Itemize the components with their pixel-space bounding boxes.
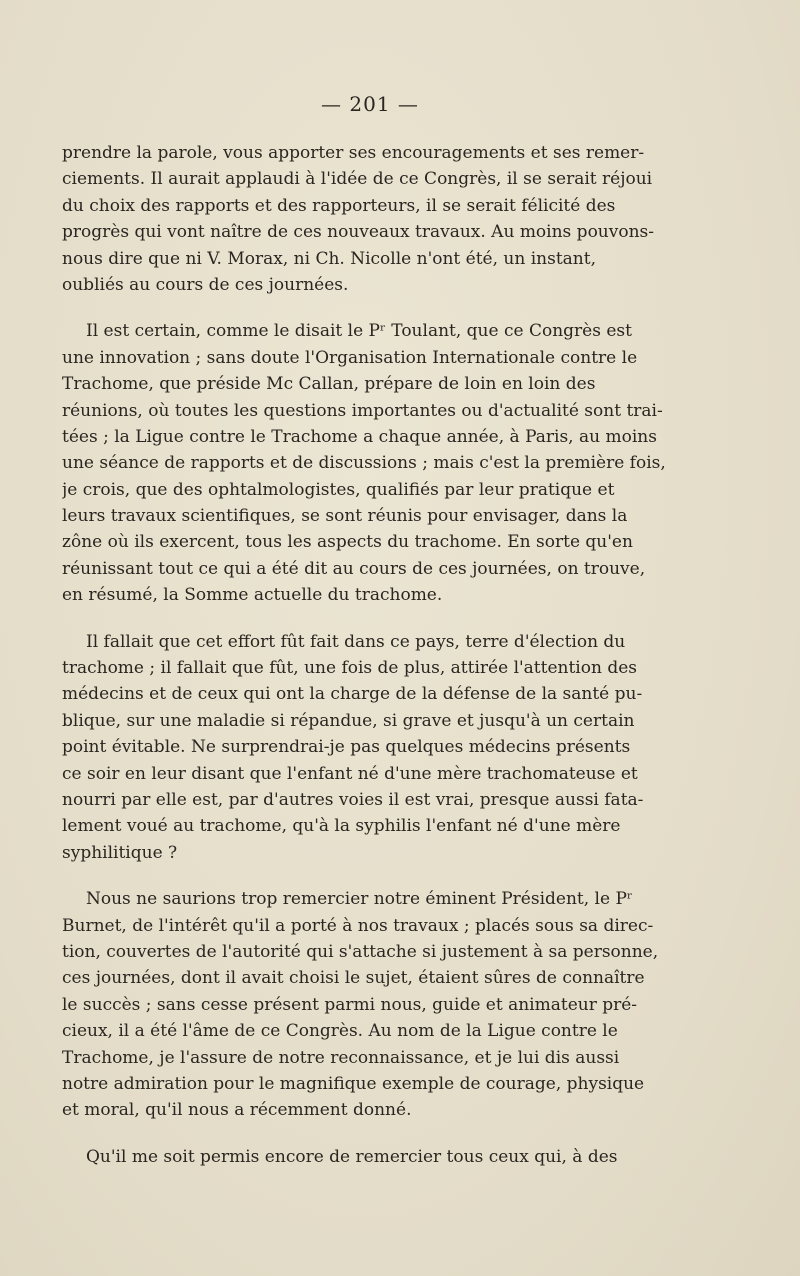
text-line: le succès ; sans cesse présent parmi nous, guide et animateur pré- — [62, 994, 638, 1015]
paragraph — [62, 629, 682, 867]
text-line: je crois, que des ophtalmologistes, qualifiés par leur pratique et — [62, 479, 615, 500]
text-line: ciements. Il aurait applaudi à l'idée de ce Congrès, il se serait réjoui — [62, 169, 653, 190]
text-line: Burnet, de l'intérêt qu'il a porté à nos travaux ; placés sous sa direc- — [62, 915, 654, 936]
text-line: en résumé, la Somme actuelle du trachome. — [62, 585, 443, 606]
text-line: ces journées, dont il avait choisi le sujet, étaient sûres de connaître — [62, 968, 645, 989]
text-line: ce soir en leur disant que l'enfant né d'une mère trachomateuse et — [62, 763, 638, 784]
text-line: prendre la parole, vous apporter ses encouragements et ses remer- — [62, 143, 645, 163]
text-line: trachome ; il fallait que fût, une fois de plus, attirée l'attention des — [62, 658, 638, 679]
text-line: syphilitique ? — [62, 842, 178, 863]
text-line: tion, couvertes de l'autorité qui s'attache si justement à sa personne, — [62, 941, 659, 962]
body-text — [62, 140, 682, 1190]
text-line: Nous ne saurions trop remercier notre éminent Président, le Pʳ — [86, 889, 633, 910]
text-line: Qu'il me soit permis encore de remercier tous ceux qui, à des — [86, 1146, 618, 1167]
text-line: nous dire que ni V. Morax, ni Ch. Nicolle n'ont été, un instant, — [62, 248, 596, 269]
text-line: réunions, où toutes les questions importantes ou d'actualité sont trai- — [62, 400, 663, 421]
text-line: leurs travaux scientifiques, se sont réunis pour envisager, dans la — [62, 506, 628, 527]
text-line: blique, sur une maladie si répandue, si grave et jusqu'à un certain — [62, 710, 635, 731]
paragraph — [62, 886, 682, 1124]
text-line: lement voué au trachome, qu'à la syphilis l'enfant né d'une mère — [62, 816, 621, 837]
text-line: et moral, qu'il nous a récemment donné. — [62, 1100, 412, 1121]
text-line: oubliés au cours de ces journées. — [62, 274, 349, 295]
text-line: tées ; la Ligue contre le Trachome a chaque année, à Paris, au moins — [62, 426, 657, 447]
text-line: réunissant tout ce qui a été dit au cours de ces journées, on trouve, — [62, 558, 646, 579]
text-line: Il fallait que cet effort fût fait dans ce pays, terre d'élection du — [86, 631, 626, 652]
text-line: progrès qui vont naître de ces nouveaux travaux. Au moins pouvons- — [62, 222, 655, 243]
text-line: Trachome, que préside Mc Callan, prépare de loin en loin des — [62, 374, 596, 395]
text-line: médecins et de ceux qui ont la charge de la défense de la santé pu- — [62, 684, 643, 705]
text-line: zône où ils exercent, tous les aspects du trachome. En sorte qu'en — [62, 532, 633, 553]
text-line: nourri par elle est, par d'autres voies il est vrai, presque aussi fata- — [62, 790, 644, 811]
text-line: une séance de rapports et de discussions ; mais c'est la première fois, — [62, 453, 666, 474]
paragraph — [62, 140, 682, 298]
text-line: cieux, il a été l'âme de ce Congrès. Au nom de la Ligue contre le — [62, 1021, 618, 1042]
text-line: du choix des rapports et des rapporteurs, il se serait félicité des — [62, 195, 616, 216]
text-line: notre admiration pour le magnifique exemple de courage, physique — [62, 1073, 645, 1094]
text-line: une innovation ; sans doute l'Organisation Internationale contre le — [62, 347, 638, 368]
text-line: Trachome, je l'assure de notre reconnaissance, et je lui dis aussi — [62, 1047, 620, 1068]
page-number: — 201 — — [321, 92, 419, 116]
text-line: point évitable. Ne surprendrai-je pas quelques médecins présents — [62, 737, 631, 758]
text-line: Il est certain, comme le disait le Pʳ Toulant, que ce Congrès est — [86, 321, 632, 342]
paragraph — [62, 1144, 682, 1170]
paragraph — [62, 318, 682, 608]
